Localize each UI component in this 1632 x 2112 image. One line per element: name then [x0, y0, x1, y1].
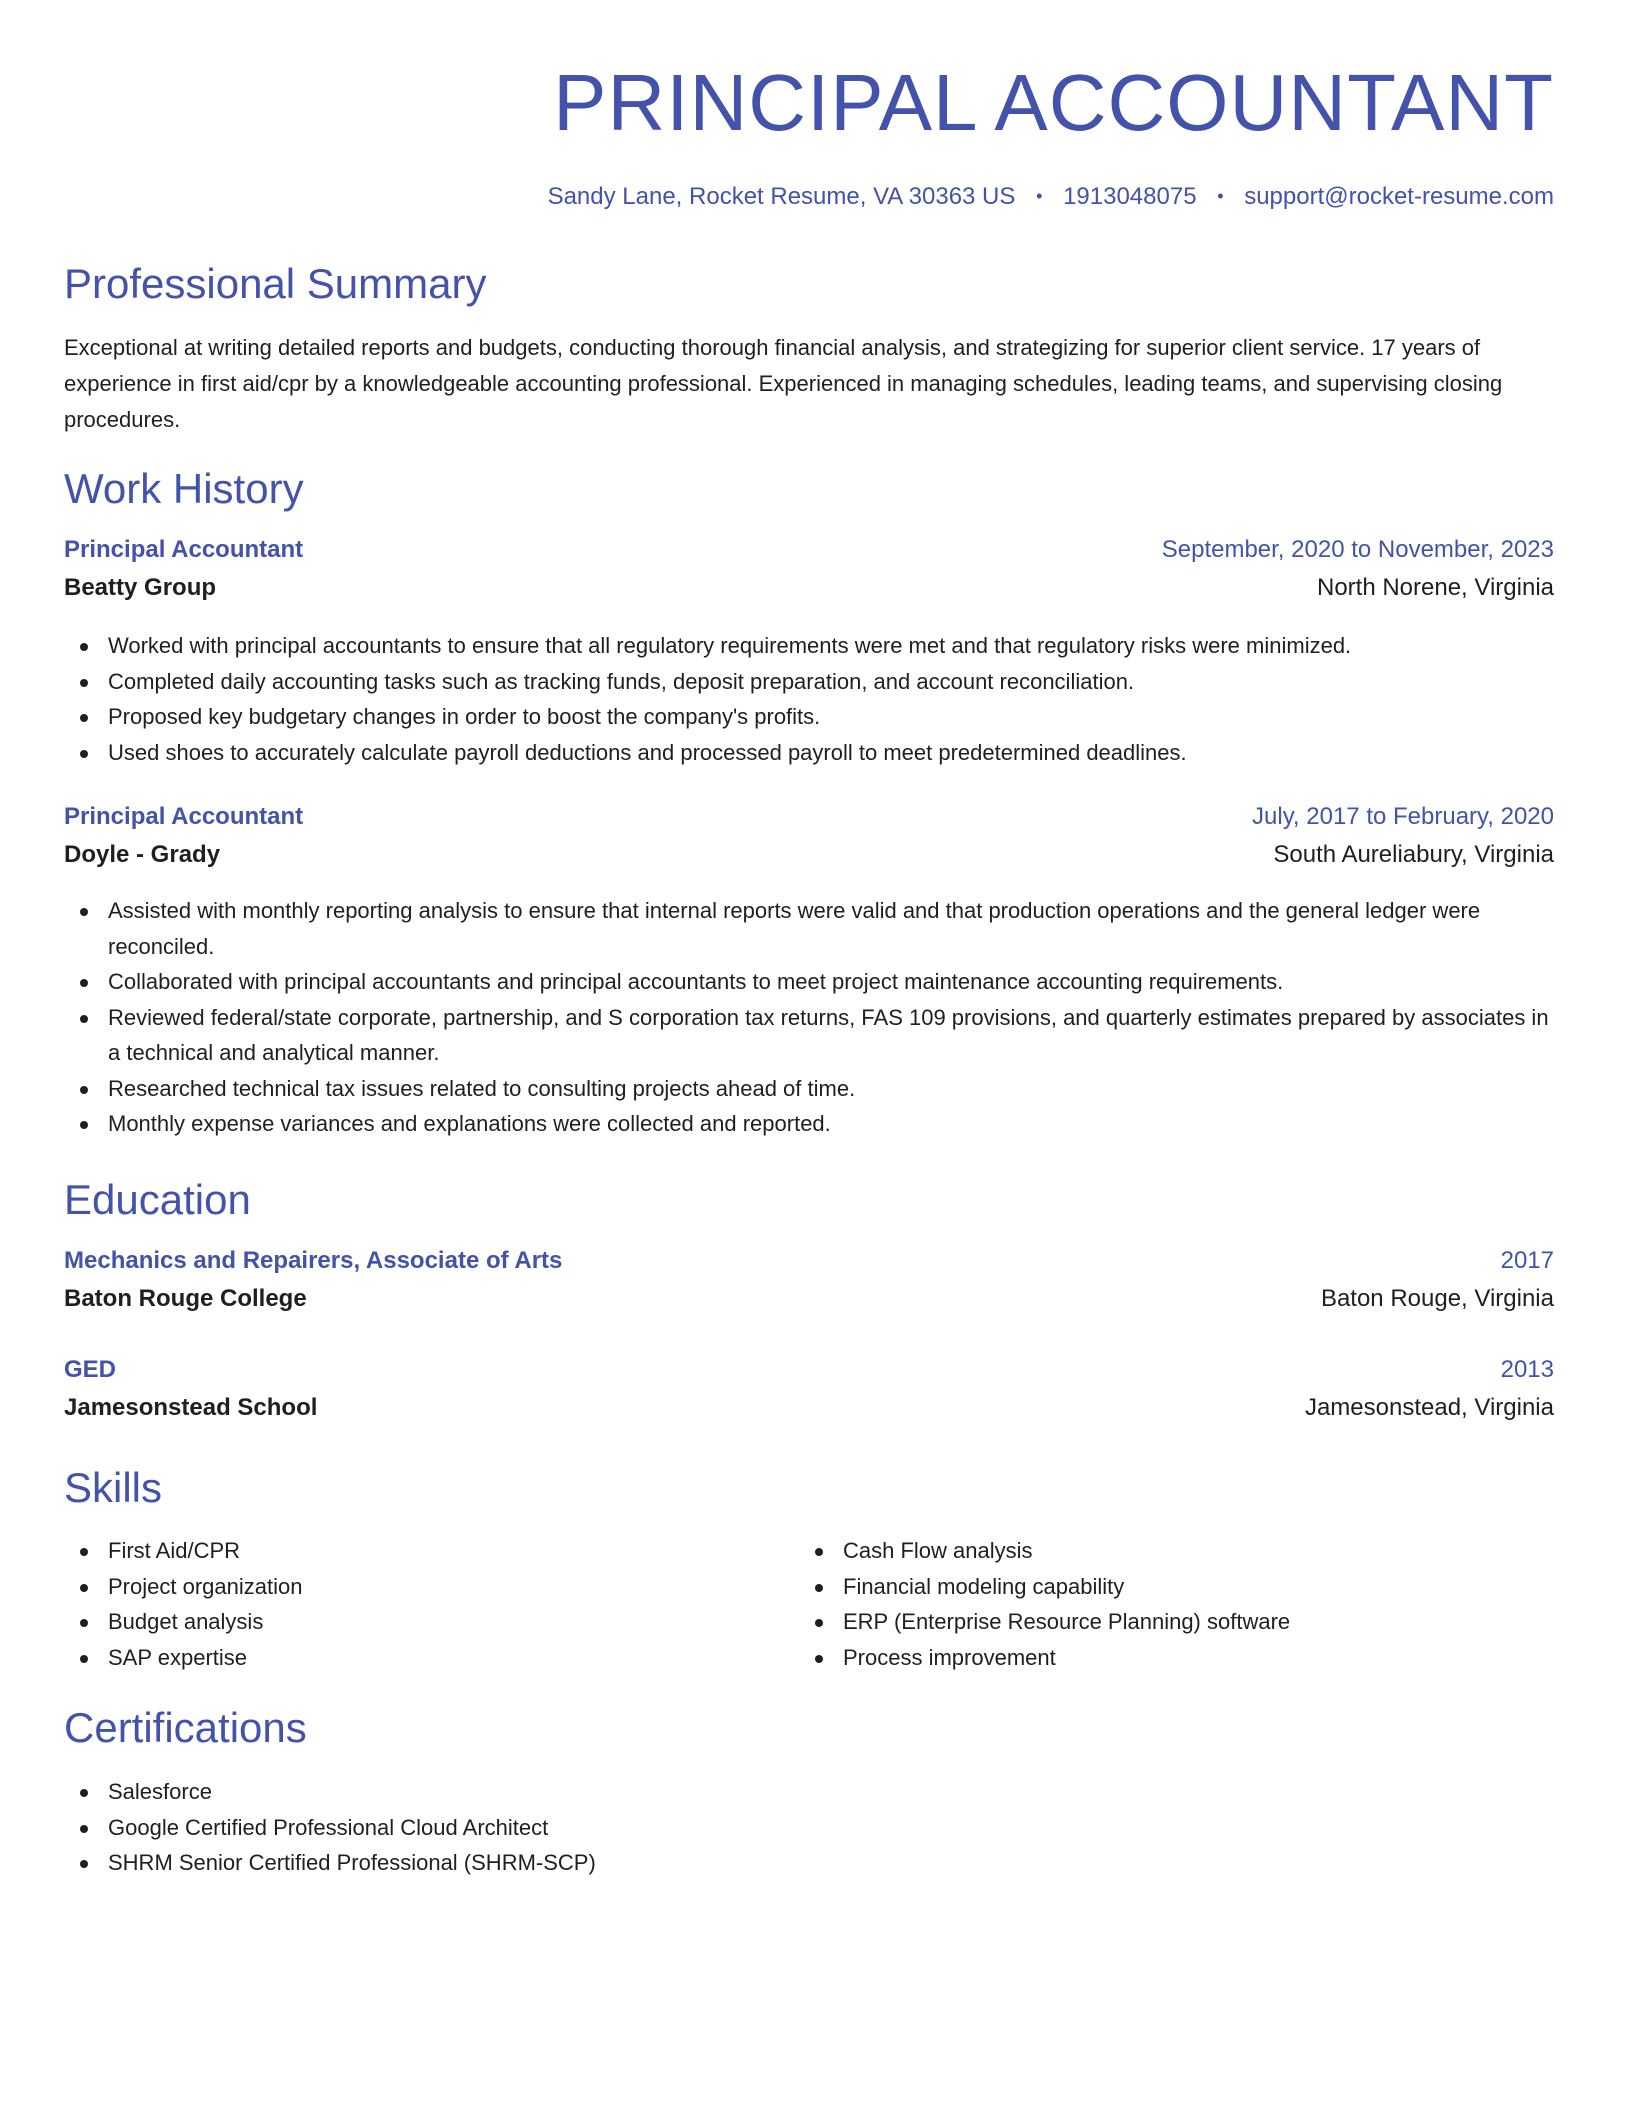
contact-separator: •	[1036, 186, 1043, 206]
education-year: 2017	[1500, 1247, 1554, 1274]
contact-separator: •	[1217, 186, 1224, 206]
job-bullet: Researched technical tax issues related to consulting projects ahead of time.	[108, 1071, 1554, 1107]
job-entry	[64, 803, 1554, 1142]
skills-right-column	[799, 1533, 1534, 1675]
education-degree: Mechanics and Repairers, Associate of Arts	[64, 1247, 563, 1274]
job-location: North Norene, Virginia	[1316, 574, 1554, 601]
skill-item: Process improvement	[843, 1640, 1534, 1676]
education-school: Jamesonstead School	[64, 1394, 318, 1421]
education-school-row	[64, 1394, 1554, 1432]
job-title: Principal Accountant	[64, 536, 304, 563]
skill-item: Project organization	[108, 1569, 799, 1605]
job-company: Doyle - Grady	[64, 841, 221, 868]
job-entry	[64, 536, 1554, 770]
job-bullet: Collaborated with principal accountants and principal accountants to meet project maintenance accounting requirements.	[108, 964, 1554, 1000]
summary-text: Exceptional at writing detailed reports and budgets, conducting thorough financial analysis, and strategizing for superior client service. 17 years of experience in first aid/cpr by a knowledgeable accounting professional. Experienced in managing schedules, leading teams, and supervising closing procedures.	[64, 335, 1503, 432]
job-bullet-list	[64, 893, 1554, 1142]
certification-item: Salesforce	[108, 1774, 1554, 1810]
job-location: South Aureliabury, Virginia	[1273, 841, 1554, 868]
skills-list	[64, 1533, 799, 1675]
certification-item: SHRM Senior Certified Professional (SHRM-SCP)	[108, 1845, 1554, 1881]
resume-page	[64, 0, 1554, 1875]
contact-line	[548, 180, 1554, 213]
job-bullet-list	[64, 628, 1554, 770]
skill-item: Financial modeling capability	[843, 1569, 1534, 1605]
education-location: Jamesonstead, Virginia	[1304, 1394, 1554, 1421]
certifications-list	[64, 1774, 1554, 1881]
job-bullet: Completed daily accounting tasks such as tracking funds, deposit preparation, and account reconciliation.	[108, 664, 1554, 700]
job-title: Principal Accountant	[64, 803, 304, 830]
contact-email[interactable]: support@rocket-resume.com	[1244, 183, 1554, 210]
job-bullet: Assisted with monthly reporting analysis to ensure that internal reports were valid and that production operations and the general ledger were reconciled.	[108, 893, 1554, 964]
job-company: Beatty Group	[64, 574, 217, 601]
resume-title: PRINCIPAL ACCOUNTANT	[553, 58, 1554, 147]
education-header-row	[64, 1247, 1554, 1285]
skill-item: Budget analysis	[108, 1604, 799, 1640]
skill-item: SAP expertise	[108, 1640, 799, 1676]
work-history-heading: Work History	[64, 465, 304, 512]
job-bullet: Used shoes to accurately calculate payroll deductions and processed payroll to meet predetermined deadlines.	[108, 735, 1554, 771]
education-school: Baton Rouge College	[64, 1285, 307, 1312]
education-school-row	[64, 1285, 1554, 1323]
certifications-block	[64, 1774, 1554, 1881]
contact-phone: 1913048075	[1063, 183, 1197, 210]
job-bullet: Proposed key budgetary changes in order to boost the company's profits.	[108, 699, 1554, 735]
contact-address: Sandy Lane, Rocket Resume, VA 30363 US	[547, 183, 1016, 210]
skill-item: Cash Flow analysis	[843, 1533, 1534, 1569]
job-header-row	[64, 803, 1554, 841]
education-degree: GED	[64, 1356, 117, 1383]
skills-left-column	[64, 1533, 799, 1675]
summary-heading: Professional Summary	[64, 260, 487, 307]
skill-item: First Aid/CPR	[108, 1533, 799, 1569]
job-bullet: Worked with principal accountants to ensure that all regulatory requirements were met and that regulatory risks were minimized.	[108, 628, 1554, 664]
education-header-row	[64, 1356, 1554, 1394]
certifications-heading: Certifications	[64, 1704, 307, 1751]
skills-heading: Skills	[64, 1464, 163, 1511]
education-entry	[64, 1247, 1554, 1323]
job-bullet: Reviewed federal/state corporate, partnership, and S corporation tax returns, FAS 109 provisions, and quarterly estimates prepared by associates in a technical and analytical manner.	[108, 1000, 1554, 1071]
job-company-row	[64, 841, 1554, 879]
education-entry	[64, 1356, 1554, 1432]
skills-list	[799, 1533, 1534, 1675]
education-heading: Education	[64, 1176, 251, 1223]
skill-item: ERP (Enterprise Resource Planning) software	[843, 1604, 1534, 1640]
education-location: Baton Rouge, Virginia	[1320, 1285, 1554, 1312]
job-company-row	[64, 574, 1554, 612]
skills-columns	[64, 1533, 1554, 1675]
job-header-row	[64, 536, 1554, 574]
job-dates: July, 2017 to February, 2020	[1252, 803, 1554, 830]
job-bullet: Monthly expense variances and explanations were collected and reported.	[108, 1106, 1554, 1142]
job-dates: September, 2020 to November, 2023	[1161, 536, 1554, 563]
education-year: 2013	[1500, 1356, 1554, 1383]
certification-item: Google Certified Professional Cloud Architect	[108, 1810, 1554, 1846]
